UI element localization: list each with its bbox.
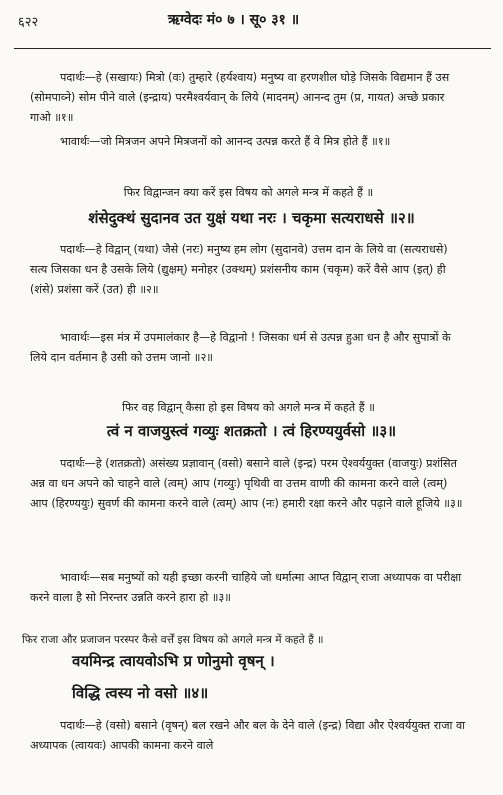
- mantra-4-line-1: वयमिन्द्र त्वायवोऽभि प्र णोनुमो वृषन् ।: [72, 652, 275, 670]
- bhavartha-paragraph-2: भावार्थः—इस मंत्र में उपमालंकार है—हे विद्वानो ! जिसका धर्म से उत्पन्न हुआ धन है और सुपात्रों के लिये दान वर्तमान है उसी को उत्तम जानो ॥२॥: [30, 331, 451, 364]
- running-title: ऋग्वेदः मं० ७ । सू० ३१ ॥: [168, 12, 300, 28]
- padartha-paragraph-1: पदार्थः—हे (सखायः) मित्रो (वः) तुम्हारे (हर्यश्वाय) मनुष्य वा हरणशील घोड़े जिसके विद्यमान हैं उस (सोमपाव्ने) सोम पीने वाले (इन्द्राय) परमैश्वर्यवान् के लिये (मादनम्) आनन्द तुम (प्र, गायत) अच्छे प्रकार गाओ ॥१॥: [30, 71, 450, 124]
- intro-line-3: फिर राजा और प्रजाजन परस्पर कैसे वर्त्तें इस विषय को अगले मन्त्र में कहते हैं ॥: [22, 634, 324, 646]
- padartha-paragraph-2: पदार्थः—हे विद्वान् (यथा) जैसे (नरः) मनुष्य हम लोग (सुदानवे) उत्तम दान के लिये वा (सत्यराधसे) सत्य जिसका धन है उसके लिये (द्युक्षम्) मनोहर (उक्थम्) प्रशंसनीय काम (चकृम) करें वैसे आप (इत्) ही (शंसे) प्रशंसा करें (उत) ही ॥२॥: [30, 243, 448, 296]
- page-number: ६२२: [18, 15, 39, 30]
- padartha-paragraph-4: पदार्थः—हे (वसो) बसाने (वृषन्) बल रखने और बल के देने वाले (इन्द्र) विद्या और ऐश्वर्ययुक्त राजा वा अध्यापक (त्वायवः) आपकी कामना करने वाले: [30, 719, 466, 752]
- mantra-4-line-2: विद्धि त्वस्य नो वसो ॥४॥: [72, 684, 209, 702]
- bhavartha-paragraph-1: भावार्थः—जो मित्रजन अपने मित्रजनों को आनन्द उत्पन्न करते हैं वे मित्र होते हैं ॥१॥: [60, 135, 391, 148]
- page-header: [18, 10, 485, 32]
- mantra-2: शंसेदुक्थं सुदानव उत युक्षं यथा नरः । चकृमा सत्यराधसे ॥२॥: [88, 209, 415, 227]
- bhavartha-paragraph-3: भावार्थः—सब मनुष्यों को यही इच्छा करनी चाहिये जो धर्मात्मा आप्त विद्वान् राजा अध्यापक वा परीक्षा करने वाला है सो निरन्तर उन्नति करने हारा हो ॥३॥: [30, 571, 462, 604]
- padartha-paragraph-3: पदार्थः—हे (शतक्रतो) असंख्य प्रज्ञावान् (वसो) बसाने वाले (इन्द्र) परम ऐश्वर्ययुक्त (वाजयुः) प्रशंसित अन्न वा धन अपने को चाहने वाले (त्वम्) आप (गव्युः) पृथिवी वा उत्तम वाणी की कामना करने वाले (त्वम्) आप (हिरण्ययुः) सुवर्ण की कामना करने वाले (त्वम्) आप (नः) हमारी रक्षा करने और पढ़ाने वाले हूजिये ॥३॥: [30, 457, 463, 510]
- mantra-3: त्वं न वाजयुस्त्वं गव्युः शतक्रतो । त्वं हिरण्ययुर्वसो ॥३॥: [106, 422, 397, 440]
- intro-line-1: फिर विद्वान्जन क्या करें इस विषय को अगले मन्त्र में कहते हैं ॥: [123, 186, 374, 199]
- header-rule: [14, 48, 491, 49]
- intro-line-2: फिर वह विद्वान् कैसा हो इस विषय को अगले मन्त्र में कहते हैं ॥: [122, 401, 375, 414]
